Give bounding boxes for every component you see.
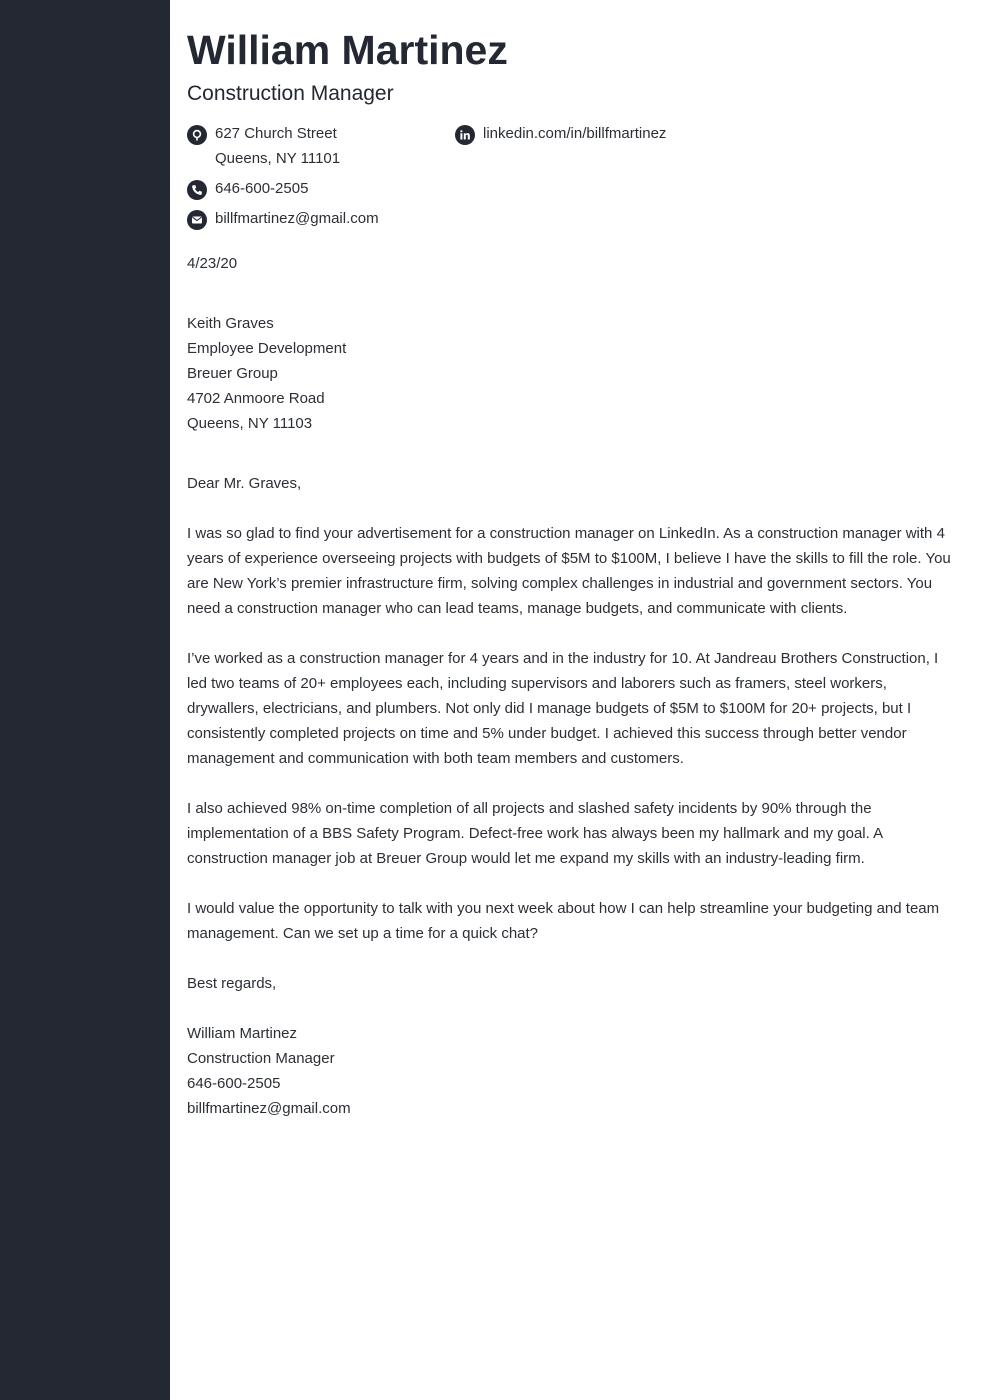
- signature-email: billfmartinez@gmail.com: [187, 1100, 351, 1117]
- email-icon: [187, 210, 207, 230]
- signature-name: William Martinez: [187, 1025, 298, 1042]
- applicant-name: William Martinez: [187, 27, 508, 73]
- recipient-department: Employee Development: [187, 340, 347, 357]
- contact-address: [187, 121, 447, 171]
- letter-paragraph: I also achieved 98% on-time completion of all projects and slashed safety incidents by 90% through the implementation of a BBS Safety Program. Defect-free work has always been my hallmark and my goal. A construction manager job at Breuer Group would let me expand my skills with an industry-leading firm.: [187, 800, 883, 867]
- letter-date: 4/23/20: [187, 255, 238, 272]
- contact-linkedin: [455, 121, 755, 146]
- linkedin-text: linkedin.com/in/billfmartinez: [483, 125, 667, 142]
- signature-phone: 646-600-2505: [187, 1075, 281, 1092]
- address-line-2: Queens, NY 11101: [215, 150, 341, 167]
- signature-title: Construction Manager: [187, 1050, 335, 1067]
- location-pin-icon: [187, 125, 207, 145]
- phone-icon: [187, 180, 207, 200]
- recipient-company: Breuer Group: [187, 365, 278, 382]
- contact-phone: [187, 176, 447, 201]
- letter-paragraph: I would value the opportunity to talk with you next week about how I can help streamline your budgeting and team management. Can we set up a time for a quick chat?: [187, 900, 940, 942]
- contact-email: [187, 206, 447, 231]
- recipient-street: 4702 Anmoore Road: [187, 390, 325, 407]
- email-text: billfmartinez@gmail.com: [215, 210, 379, 227]
- recipient-name: Keith Graves: [187, 315, 274, 332]
- letter-paragraph: I’ve worked as a construction manager for 4 years and in the industry for 10. At Jandreau Brothers Construction, I led two teams of 20+ employees each, including supervisors and laborers such as framers, steel workers, drywallers, electricians, and plumbers. Not only did I manage budgets of $5M to $100M for 20+ projects, but I consistently completed projects on time and 5% under budget. I achieved this success through better vendor management and communication with both team members and customers.: [187, 650, 939, 767]
- letter-closing: Best regards,: [187, 975, 277, 992]
- address-line-1: 627 Church Street: [215, 125, 337, 142]
- applicant-title: Construction Manager: [187, 82, 394, 105]
- phone-text: 646-600-2505: [215, 180, 309, 197]
- sidebar-panel: [0, 0, 170, 1400]
- letter-paragraph: I was so glad to find your advertisement for a construction manager on LinkedIn. As a construction manager with 4 years of experience overseeing projects with budgets of $5M to $100M, I believe I have the skills to fill the role. You are New York’s premier infrastructure firm, solving complex challenges in industrial and government sectors. You need a construction manager who can lead teams, manage budgets, and communicate with clients.: [187, 525, 951, 617]
- linkedin-icon: [455, 125, 475, 145]
- letter-greeting: Dear Mr. Graves,: [187, 475, 302, 492]
- recipient-city: Queens, NY 11103: [187, 415, 313, 432]
